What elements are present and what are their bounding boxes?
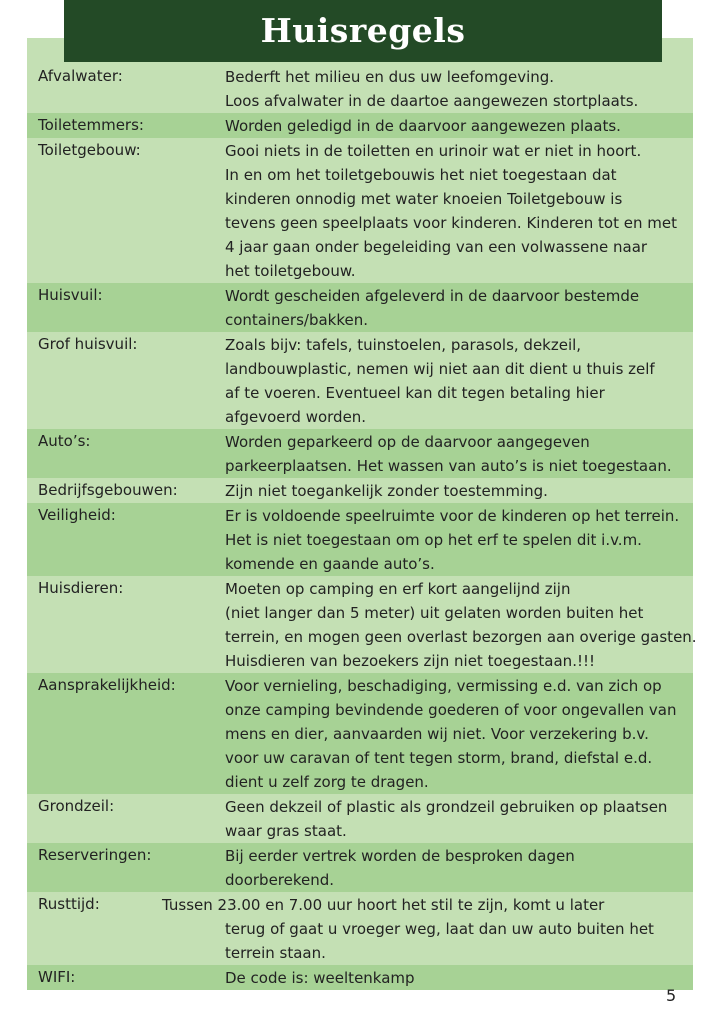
rule-text-line: landbouwplastic, nemen wij niet aan dit dient u thuis zelf [225,360,655,378]
rule-text-line: Zijn niet toegankelijk zonder toestemming. [225,482,548,500]
rule-text-line: Huisdieren van bezoekers zijn niet toegestaan.!!! [225,652,595,670]
rule-row [27,576,697,673]
rule-text-line: terrein staan. [225,944,326,962]
rule-text-line: Voor vernieling, beschadiging, vermissing e.d. van zich op [225,677,662,695]
rule-text [225,794,693,843]
rule-row [27,64,693,113]
rule-text-line: kinderen onnodig met water knoeien Toiletgebouw is [225,190,623,208]
rule-text-line: Het is niet toegestaan om op het erf te spelen dit i.v.m. [225,531,642,549]
rule-text-line: Loos afvalwater in de daartoe aangewezen stortplaats. [225,92,639,110]
rule-text [225,673,693,794]
rules-list [27,64,697,990]
rule-text-line: Moeten op camping en erf kort aangelijnd zijn [225,580,571,598]
rule-label: Veiligheid: [38,506,116,524]
rule-text-line: terug of gaat u vroeger weg, laat dan uw auto buiten het [225,920,654,938]
page-number: 5 [666,986,677,1005]
rule-text-line: Tussen 23.00 en 7.00 uur hoort het stil te zijn, komt u later [162,896,605,914]
rule-text-line: Geen dekzeil of plastic als grondzeil gebruiken op plaatsen [225,798,668,816]
rule-row [27,892,693,965]
rule-text-line: komende en gaande auto’s. [225,555,435,573]
rule-label: Afvalwater: [38,67,123,85]
rule-text-line: dient u zelf zorg te dragen. [225,773,429,791]
rule-label: WIFI: [38,968,76,986]
rule-text-line: (niet langer dan 5 meter) uit gelaten worden buiten het [225,604,644,622]
rule-text-line: parkeerplaatsen. Het wassen van auto’s is niet toegestaan. [225,457,672,475]
rule-text-line: onze camping bevindende goederen of voor ongevallen van [225,701,677,719]
rule-text-line: Bij eerder vertrek worden de besproken dagen [225,847,575,865]
rule-text-line: doorberekend. [225,871,335,889]
rule-text [225,429,693,478]
rule-text-line: mens en dier, aanvaarden wij niet. Voor verzekering b.v. [225,725,649,743]
rule-row [27,965,693,990]
rule-label: Grof huisvuil: [38,335,138,353]
rule-text [225,503,693,576]
rule-text-line: Zoals bijv: tafels, tuinstoelen, parasols, dekzeil, [225,336,582,354]
rule-label: Huisvuil: [38,286,103,304]
rule-label: Grondzeil: [38,797,115,815]
rule-text [225,64,693,113]
rule-text-line: containers/bakken. [225,311,368,329]
page-title: Huisregels [64,0,662,62]
rule-text [225,965,693,990]
rule-row [27,332,693,429]
rule-text [225,283,693,332]
rule-row [27,283,693,332]
rule-text-line: terrein, en mogen geen overlast bezorgen aan overige gasten. [225,628,697,646]
rule-text [225,332,693,429]
rule-label: Bedrijfsgebouwen: [38,481,178,499]
rule-text-line: Worden geledigd in de daarvoor aangewezen plaats. [225,117,621,135]
rule-text-line: voor uw caravan of tent tegen storm, brand, diefstal e.d. [225,749,653,767]
rule-text-line: tevens geen speelplaats voor kinderen. Kinderen tot en met [225,214,677,232]
rule-text-line: waar gras staat. [225,822,347,840]
rule-row [27,138,693,283]
rule-row [27,429,693,478]
rule-row [27,843,693,892]
rule-text [225,576,697,673]
rule-text-line: afgevoerd worden. [225,408,367,426]
rule-text-line: De code is: weeltenkamp [225,969,415,987]
rule-row [27,794,693,843]
rule-text-line: Gooi niets in de toiletten en urinoir wat er niet in hoort. [225,142,642,160]
rule-text-line: Er is voldoende speelruimte voor de kinderen op het terrein. [225,507,680,525]
rule-row [27,113,693,138]
rule-text [225,113,693,138]
rule-text [225,843,693,892]
rule-text-line: het toiletgebouw. [225,262,356,280]
rule-text [162,892,693,965]
rule-label: Toiletgebouw: [38,141,141,159]
rule-label: Aansprakelijkheid: [38,676,176,694]
rule-row [27,478,693,503]
rule-text [225,138,693,283]
rule-text-line: In en om het toiletgebouwis het niet toegestaan dat [225,166,617,184]
rule-text-line: af te voeren. Eventueel kan dit tegen betaling hier [225,384,605,402]
rule-row [27,673,693,794]
rule-label: Toiletemmers: [38,116,144,134]
rule-text-line: Bederft het milieu en dus uw leefomgeving. [225,68,555,86]
rule-label: Huisdieren: [38,579,124,597]
rule-text-line: Worden geparkeerd op de daarvoor aangegeven [225,433,590,451]
rule-row [27,503,693,576]
rule-label: Auto’s: [38,432,91,450]
rule-text [225,478,693,503]
rule-label: Rusttijd: [38,895,100,913]
rule-text-line: Wordt gescheiden afgeleverd in de daarvoor bestemde [225,287,640,305]
rule-label: Reserveringen: [38,846,152,864]
rule-text-line: 4 jaar gaan onder begeleiding van een volwassene naar [225,238,648,256]
